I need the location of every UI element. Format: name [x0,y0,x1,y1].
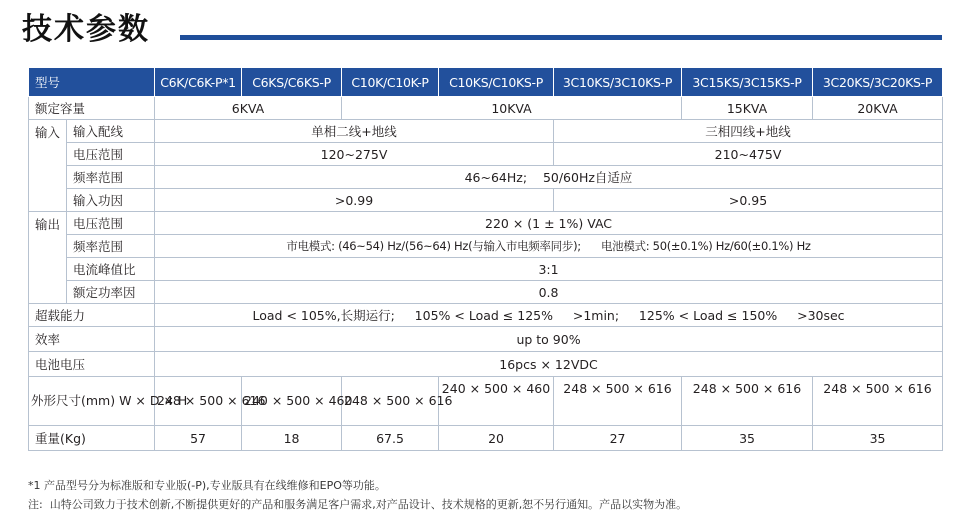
row-battery-voltage [29,352,943,377]
weight-value: 27 [554,426,682,451]
row-output-voltage [29,212,943,235]
overload-value: Load < 105%,长期运行; 105% < Load ≤ 125% >1min; 125% < Load ≤ 150% >30sec [155,304,943,327]
row-rated-pf [29,281,943,304]
row-dimensions [29,377,943,426]
dimensions-value: 240 × 500 × 460 [242,377,342,426]
battery-voltage-label: 电池电压 [29,352,155,377]
input-wiring-label: 输入配线 [67,120,155,143]
overload-label: 超载能力 [29,304,155,327]
output-category-label: 输出 [29,212,67,304]
row-weight [29,426,943,451]
dimensions-value: 240 × 500 × 460 [439,377,554,426]
dimensions-value: 248 × 500 × 616 [342,377,439,426]
input-wiring-single: 单相二线+地线 [155,120,554,143]
rated-capacity-20k: 20KVA [813,97,943,120]
rated-capacity-6k: 6KVA [155,97,342,120]
row-input-power-factor [29,189,943,212]
dimensions-value: 248 × 500 × 616 [682,377,813,426]
row-crest-factor [29,258,943,281]
dimensions-value: 248 × 500 × 616 [554,377,682,426]
weight-value: 35 [813,426,943,451]
rated-capacity-10k: 10KVA [342,97,682,120]
row-efficiency [29,327,943,352]
model-header: C6K/C6K-P*1 [155,68,242,97]
weight-value: 18 [242,426,342,451]
rated-pf-value: 0.8 [155,281,943,304]
rated-capacity-15k: 15KVA [682,97,813,120]
efficiency-value: up to 90% [155,327,943,352]
model-header: 3C15KS/3C15KS-P [682,68,813,97]
model-header: C10K/C10K-P [342,68,439,97]
weight-label: 重量(Kg) [29,426,155,451]
input-voltage-label: 电压范围 [67,143,155,166]
footnote-model-versions: *1 产品型号分为标准版和专业版(-P),专业版具有在线维修和EPO等功能。 [28,479,386,492]
model-header: 3C10KS/3C10KS-P [554,68,682,97]
model-header: C10KS/C10KS-P [439,68,554,97]
row-input-frequency [29,166,943,189]
dimensions-value: 248 × 500 × 616 [813,377,943,426]
input-pf-label: 输入功因 [67,189,155,212]
input-frequency-label: 频率范围 [67,166,155,189]
weight-value: 20 [439,426,554,451]
spec-table [28,67,943,451]
rated-capacity-label: 额定容量 [29,97,155,120]
dimensions-value: 248 × 500 × 616 [155,377,242,426]
header-row [29,68,943,97]
input-voltage-three: 210~475V [554,143,943,166]
output-frequency-label: 频率范围 [67,235,155,258]
model-header: C6KS/C6KS-P [242,68,342,97]
weight-value: 67.5 [342,426,439,451]
page-title: 技术参数 [22,12,150,47]
model-label: 型号 [29,68,155,97]
crest-factor-value: 3:1 [155,258,943,281]
weight-value: 57 [155,426,242,451]
row-rated-capacity [29,97,943,120]
dimensions-label: 外形尺寸(mm) W × D × H [29,377,155,426]
input-frequency-value: 46~64Hz; 50/60Hz自适应 [155,166,943,189]
rated-pf-label: 额定功率因 [67,281,155,304]
crest-factor-label: 电流峰值比 [67,258,155,281]
row-input-voltage [29,143,943,166]
footnote-disclaimer: 注: 山特公司致力于技术创新,不断提供更好的产品和服务满足客户需求,对产品设计、技术规格的更新,恕不另行通知。产品以实物为准。 [28,498,688,511]
input-wiring-three: 三相四线+地线 [554,120,943,143]
output-voltage-label: 电压范围 [67,212,155,235]
row-output-frequency [29,235,943,258]
efficiency-label: 效率 [29,327,155,352]
title-rule [180,35,942,40]
footnotes [28,476,687,514]
row-input-wiring [29,120,943,143]
row-overload [29,304,943,327]
weight-value: 35 [682,426,813,451]
model-header: 3C20KS/3C20KS-P [813,68,943,97]
input-pf-three: >0.95 [554,189,943,212]
input-category-label: 输入 [29,120,67,212]
battery-voltage-value: 16pcs × 12VDC [155,352,943,377]
output-frequency-value: 市电模式: (46~54) Hz/(56~64) Hz(与输入市电频率同步); 电池模式: 50(±0.1%) Hz/60(±0.1%) Hz [155,235,943,258]
input-pf-single: >0.99 [155,189,554,212]
output-voltage-value: 220 × (1 ± 1%) VAC [155,212,943,235]
input-voltage-single: 120~275V [155,143,554,166]
